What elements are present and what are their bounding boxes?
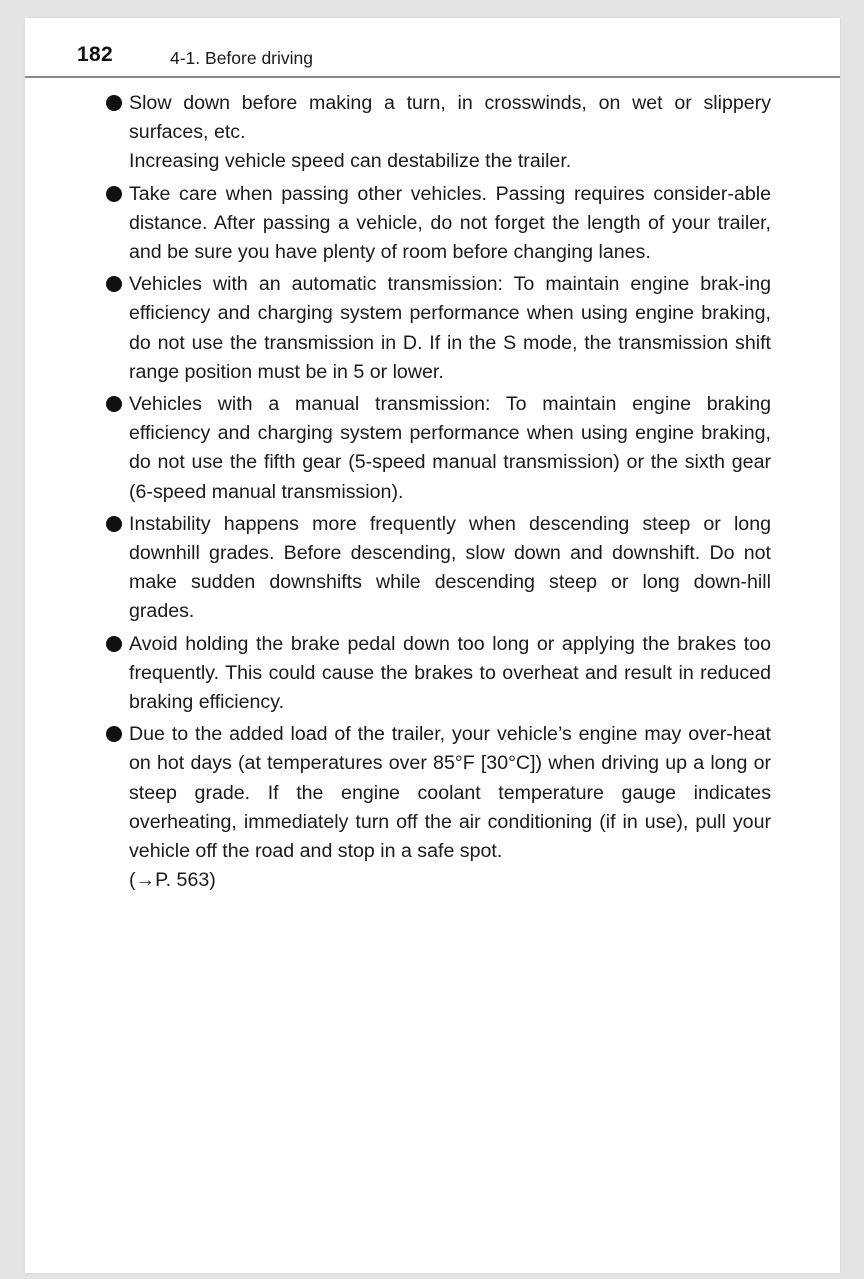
bullet-text: Take care when passing other vehicles. Passing requires consider-able distance. After passing a vehicle, do not forget the length of your trailer, and be sure you have plenty of room before changing lanes. <box>129 182 771 264</box>
bullet-text: Due to the added load of the trailer, your vehicle’s engine may over-heat on hot days (at temperatures over 85°F [30°C]) when driving up a long or steep grade. If the engine coolant temperature gauge indicates overheating, immediately turn off the air conditioning (if in use), pull your vehicle off the road and stop in a safe spot. <box>129 723 771 863</box>
bullet-icon <box>106 186 122 202</box>
bullet-item <box>103 510 771 627</box>
bullet-text: Avoid holding the brake pedal down too long or applying the brakes too frequently. This could cause the brakes to overheat and result in reduced braking efficiency. <box>129 632 771 714</box>
page-reference: (→P. 563) <box>129 869 216 892</box>
bullet-text: Vehicles with an automatic transmission: To maintain engine brak-ing efficiency and charging system performance when using engine braking, do not use the transmission in D. If in the S mode, the transmission shift range position must be in 5 or lower. <box>129 273 771 383</box>
bullet-icon <box>106 726 122 742</box>
bullet-icon <box>106 396 122 412</box>
bullet-list <box>103 89 771 898</box>
bullet-note: Increasing vehicle speed can destabilize the trailer. <box>129 150 572 173</box>
bullet-icon <box>106 516 122 532</box>
bullet-item <box>103 270 771 387</box>
bullet-text: Slow down before making a turn, in crosswinds, on wet or slippery surfaces, etc. <box>129 92 771 144</box>
bullet-icon <box>106 95 122 111</box>
bullet-item <box>103 89 771 177</box>
bullet-item <box>103 720 771 895</box>
page-number: 182 <box>77 43 113 66</box>
header-divider <box>25 76 840 78</box>
page-header <box>25 18 840 78</box>
bullet-text: Instability happens more frequently when descending steep or long downhill grades. Before descending, slow down and downshift. Do not make sudden downshifts while descending steep or long down-hill grades. <box>129 512 771 623</box>
bullet-item <box>103 390 771 507</box>
bullet-text: Vehicles with a manual transmission: To maintain engine braking efficiency and charging system performance when using engine braking, do not use the fifth gear (5-speed manual transmission) or the sixth gear (6-speed manual transmission). <box>129 393 771 503</box>
bullet-icon <box>106 276 122 292</box>
bullet-item <box>103 630 771 718</box>
manual-page <box>25 18 840 1273</box>
section-title: 4-1. Before driving <box>170 48 313 68</box>
bullet-item <box>103 180 771 268</box>
bullet-icon <box>106 636 122 652</box>
